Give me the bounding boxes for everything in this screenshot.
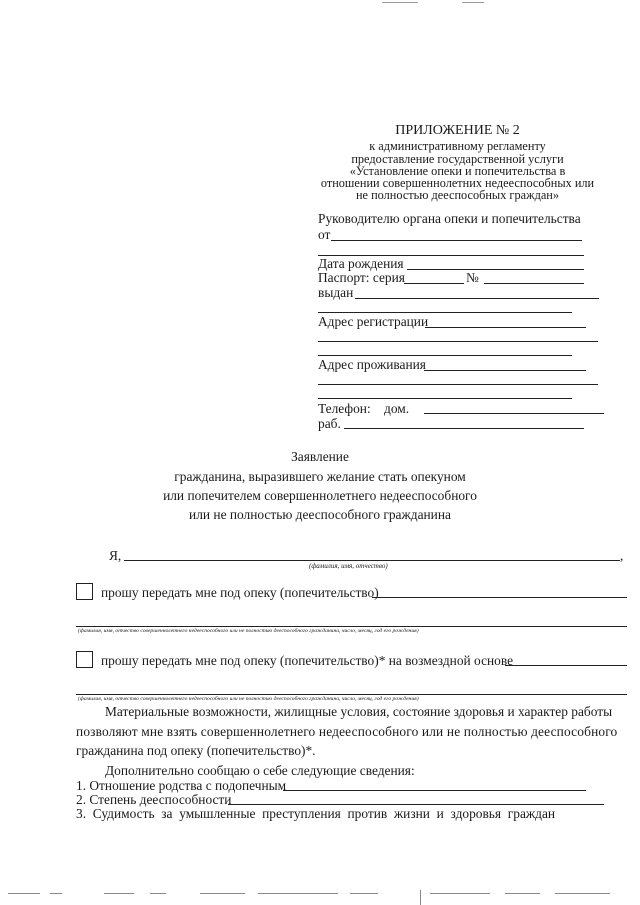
ward-hint: (фамилия, имя, отчество совершеннолетнего недееспособного или не полностью дееспособного гражданина, число, месяц, год его рождения) <box>78 628 419 634</box>
residence-address-field-3[interactable] <box>318 398 572 399</box>
residence-address-field[interactable] <box>424 370 586 371</box>
item1-field[interactable] <box>283 790 586 791</box>
phone-home-label: дом. <box>384 401 410 416</box>
statement-subtitle: или не полностью дееспособного гражданина <box>189 507 451 522</box>
scan-mark-bottom <box>104 893 134 894</box>
phone-label: Телефон: <box>318 401 371 416</box>
registration-address-field-2[interactable] <box>318 341 598 342</box>
scan-mark-bottom <box>350 893 378 894</box>
option2-label: прошу передать мне под опеку (попечительство)* на возмездной основе <box>101 653 514 668</box>
from-label: от <box>318 227 331 242</box>
scan-mark-bottom <box>258 893 338 894</box>
passport-series-label: Паспорт: серия <box>318 270 405 285</box>
scan-mark-bottom <box>200 893 245 894</box>
statement-title: Заявление <box>291 449 349 464</box>
ward-hint-2: (фамилия, имя, отчество совершеннолетнего недееспособного или не полностью дееспособного гражданина, число, месяц, год его рождения) <box>78 696 419 702</box>
item2-label: 2. Степень дееспособности <box>76 792 232 807</box>
comma: , <box>620 548 624 563</box>
birth-date-label: Дата рождения <box>318 256 404 271</box>
appendix-line: к административному регламенту <box>369 139 546 153</box>
issued-label: выдан <box>318 285 354 300</box>
item1-label: 1. Отношение родства с подопечным <box>76 778 287 793</box>
scan-mark-bottom <box>50 893 62 894</box>
scan-mark-top <box>382 2 418 3</box>
paragraph1-line1: Материальные возможности, жилищные условия, состояние здоровья и характер работы <box>105 704 613 719</box>
appendix-line: отношении совершеннолетних недееспособных или <box>320 176 595 190</box>
registration-address-field[interactable] <box>425 327 586 328</box>
option1-field-2[interactable] <box>76 626 627 627</box>
registration-address-field-3[interactable] <box>318 355 572 356</box>
option2-field-2[interactable] <box>76 694 627 695</box>
appendix-title: ПРИЛОЖЕНИЕ № 2 <box>395 123 520 138</box>
paragraph2: Дополнительно сообщаю о себе следующие сведения: <box>105 763 415 778</box>
from-field[interactable] <box>331 240 582 241</box>
item3-label: 3. Судимость за умышленные преступления против жизни и здоровья граждан <box>76 806 556 821</box>
option1-label: прошу передать мне под опеку (попечительство) <box>101 585 379 600</box>
phone-work-field[interactable] <box>344 428 584 429</box>
appendix-line: «Установление опеки и попечительства в <box>349 164 566 178</box>
scan-mark-bottom <box>420 890 421 905</box>
scan-mark-bottom <box>430 893 490 894</box>
scan-mark-top <box>462 2 484 3</box>
option2-checkbox[interactable] <box>76 651 93 668</box>
statement-subtitle: или попечителем совершеннолетнего недееспособного <box>163 488 477 503</box>
appendix-line: предоставление государственной услуги <box>351 152 564 166</box>
item2-field[interactable] <box>228 804 604 805</box>
option1-field[interactable] <box>372 597 627 598</box>
statement-subtitle: гражданина, выразившего желание стать опекуном <box>174 469 466 484</box>
issued-field[interactable] <box>355 298 599 299</box>
phone-home-field[interactable] <box>424 413 604 414</box>
paragraph1-line2: позволяют мне взять совершеннолетнего недееспособного или не полностью дееспособного <box>76 724 618 739</box>
residence-address-field-2[interactable] <box>318 384 598 385</box>
birth-date-field[interactable] <box>407 269 584 270</box>
option2-field[interactable] <box>505 665 627 666</box>
scan-mark-bottom <box>150 893 166 894</box>
scan-mark-bottom <box>505 893 540 894</box>
phone-work-label: раб. <box>318 416 341 431</box>
passport-number-label: № <box>466 270 479 285</box>
passport-number-field[interactable] <box>484 283 584 284</box>
addressee-head: Руководителю органа опеки и попечительства <box>318 211 581 226</box>
issued-field-2[interactable] <box>318 312 572 313</box>
i-label: Я, <box>109 548 122 563</box>
scan-mark-bottom <box>8 893 40 894</box>
scan-mark-bottom <box>555 893 610 894</box>
paragraph1-line3: гражданина под опеку (попечительство)*. <box>76 743 316 758</box>
option1-checkbox[interactable] <box>76 583 93 600</box>
residence-address-label: Адрес проживания <box>318 357 426 372</box>
applicant-name-field[interactable] <box>124 560 620 561</box>
registration-address-label: Адрес регистрации <box>318 314 429 329</box>
appendix-line: не полностью дееспособных граждан» <box>355 188 560 202</box>
passport-series-field[interactable] <box>404 283 464 284</box>
fio-hint: (фамилия, имя, отчество) <box>309 562 388 570</box>
